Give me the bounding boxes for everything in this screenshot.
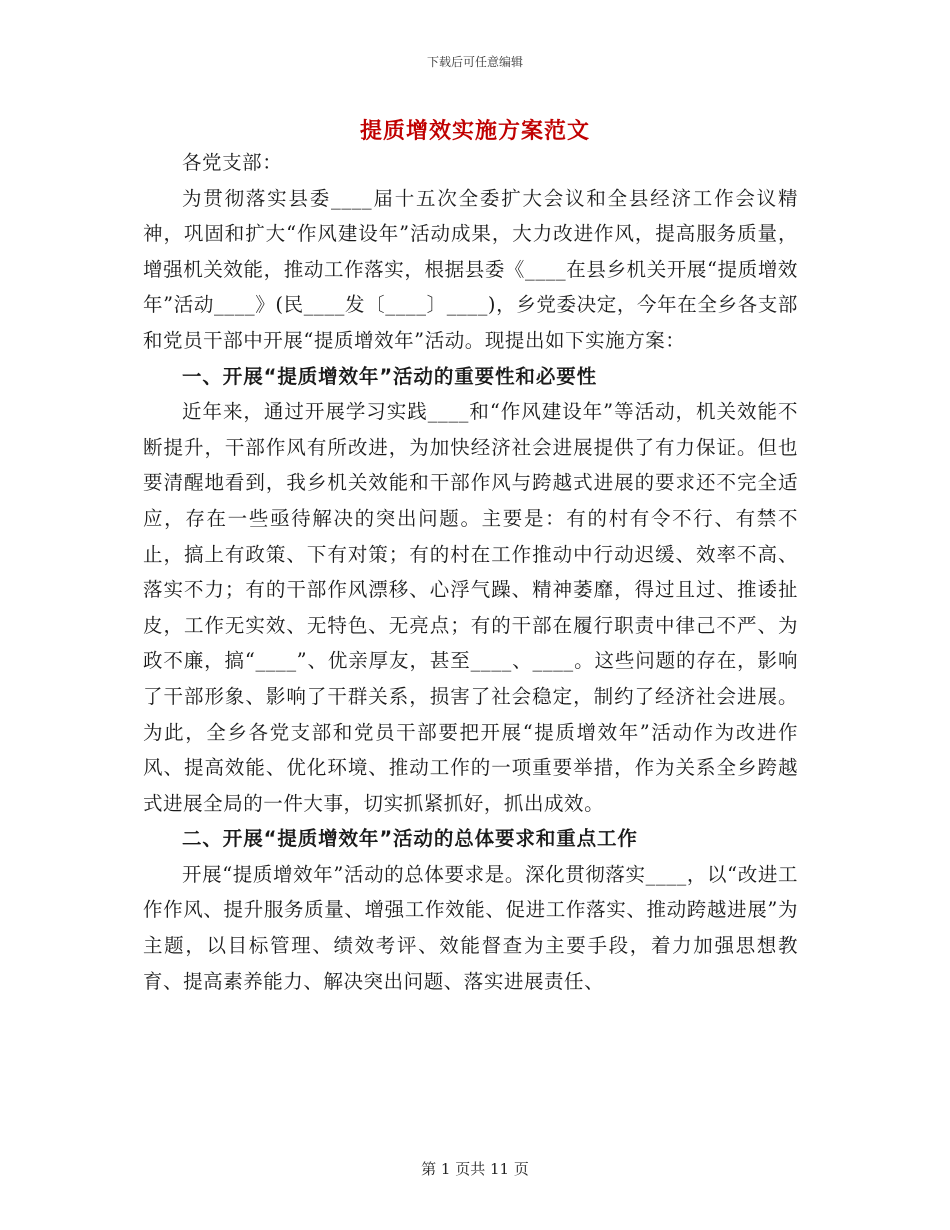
page-number-footer: 第 1 页共 11 页 (421, 1160, 529, 1178)
section-2-paragraph: 开展“提质增效年”活动的总体要求是。深化贯彻落实____，以“改进工作作风、提升服务质量、增强工作效能、促进工作落实、推动跨越进展”为主题，以目标管理、绩效考评、效能督查为主要手段，着力加强思想教育、提高素养能力、解决突出问题、落实进展责任、 (143, 862, 798, 993)
document-body (143, 145, 798, 999)
document-title: 提质增效实施方案范文 (359, 118, 590, 144)
section-1-paragraph: 近年来，通过开展学习实践____和“作风建设年”等活动，机关效能不断提升，干部作风有所改进，为加快经济社会进展提供了有力保证。但也要清醒地看到，我乡机关效能和干部作风与跨越式进展的要求还不完全适应，存在一些亟待解决的突出问题。主要是：有的村有令不行、有禁不止，搞上有政策、下有对策；有的村在工作推动中行动迟缓、效率不高、落实不力；有的干部作风漂移、心浮气躁、精神萎靡，得过且过、推诿扯皮，工作无实效、无特色、无亮点；有的干部在履行职责中律己不严、为政不廉，搞“____”、优亲厚友，甚至____、____。这些问题的存在，影响了干部形象、影响了干群关系，损害了社会稳定，制约了经济社会进展。为此，全乡各党支部和党员干部要把开展“提质增效年”活动作为改进作风、提高效能、优化环境、推动工作的一项重要举措，作为关系全乡跨越式进展全局的一件大事，切实抓紧抓好，抓出成效。 (143, 400, 798, 815)
header-note: 下载后可任意编辑 (426, 55, 523, 69)
section-heading-2: 二、开展“提质增效年”活动的总体要求和重点工作 (182, 827, 638, 851)
salutation: 各党支部： (182, 151, 283, 174)
intro-paragraph: 为贯彻落实县委____届十五次全委扩大会议和全县经济工作会议精神，巩固和扩大“作风建设年”活动成果，大力改进作风，提高服务质量，增强机关效能，推动工作落实，根据县委《____在县乡机关开展“提质增效年”活动____》(民____发〔____〕____)，乡党委决定，今年在全乡各支部和党员干部中开展“提质增效年”活动。现提出如下实施方案： (143, 186, 798, 352)
section-heading-1: 一、开展“提质增效年”活动的重要性和必要性 (182, 364, 598, 388)
